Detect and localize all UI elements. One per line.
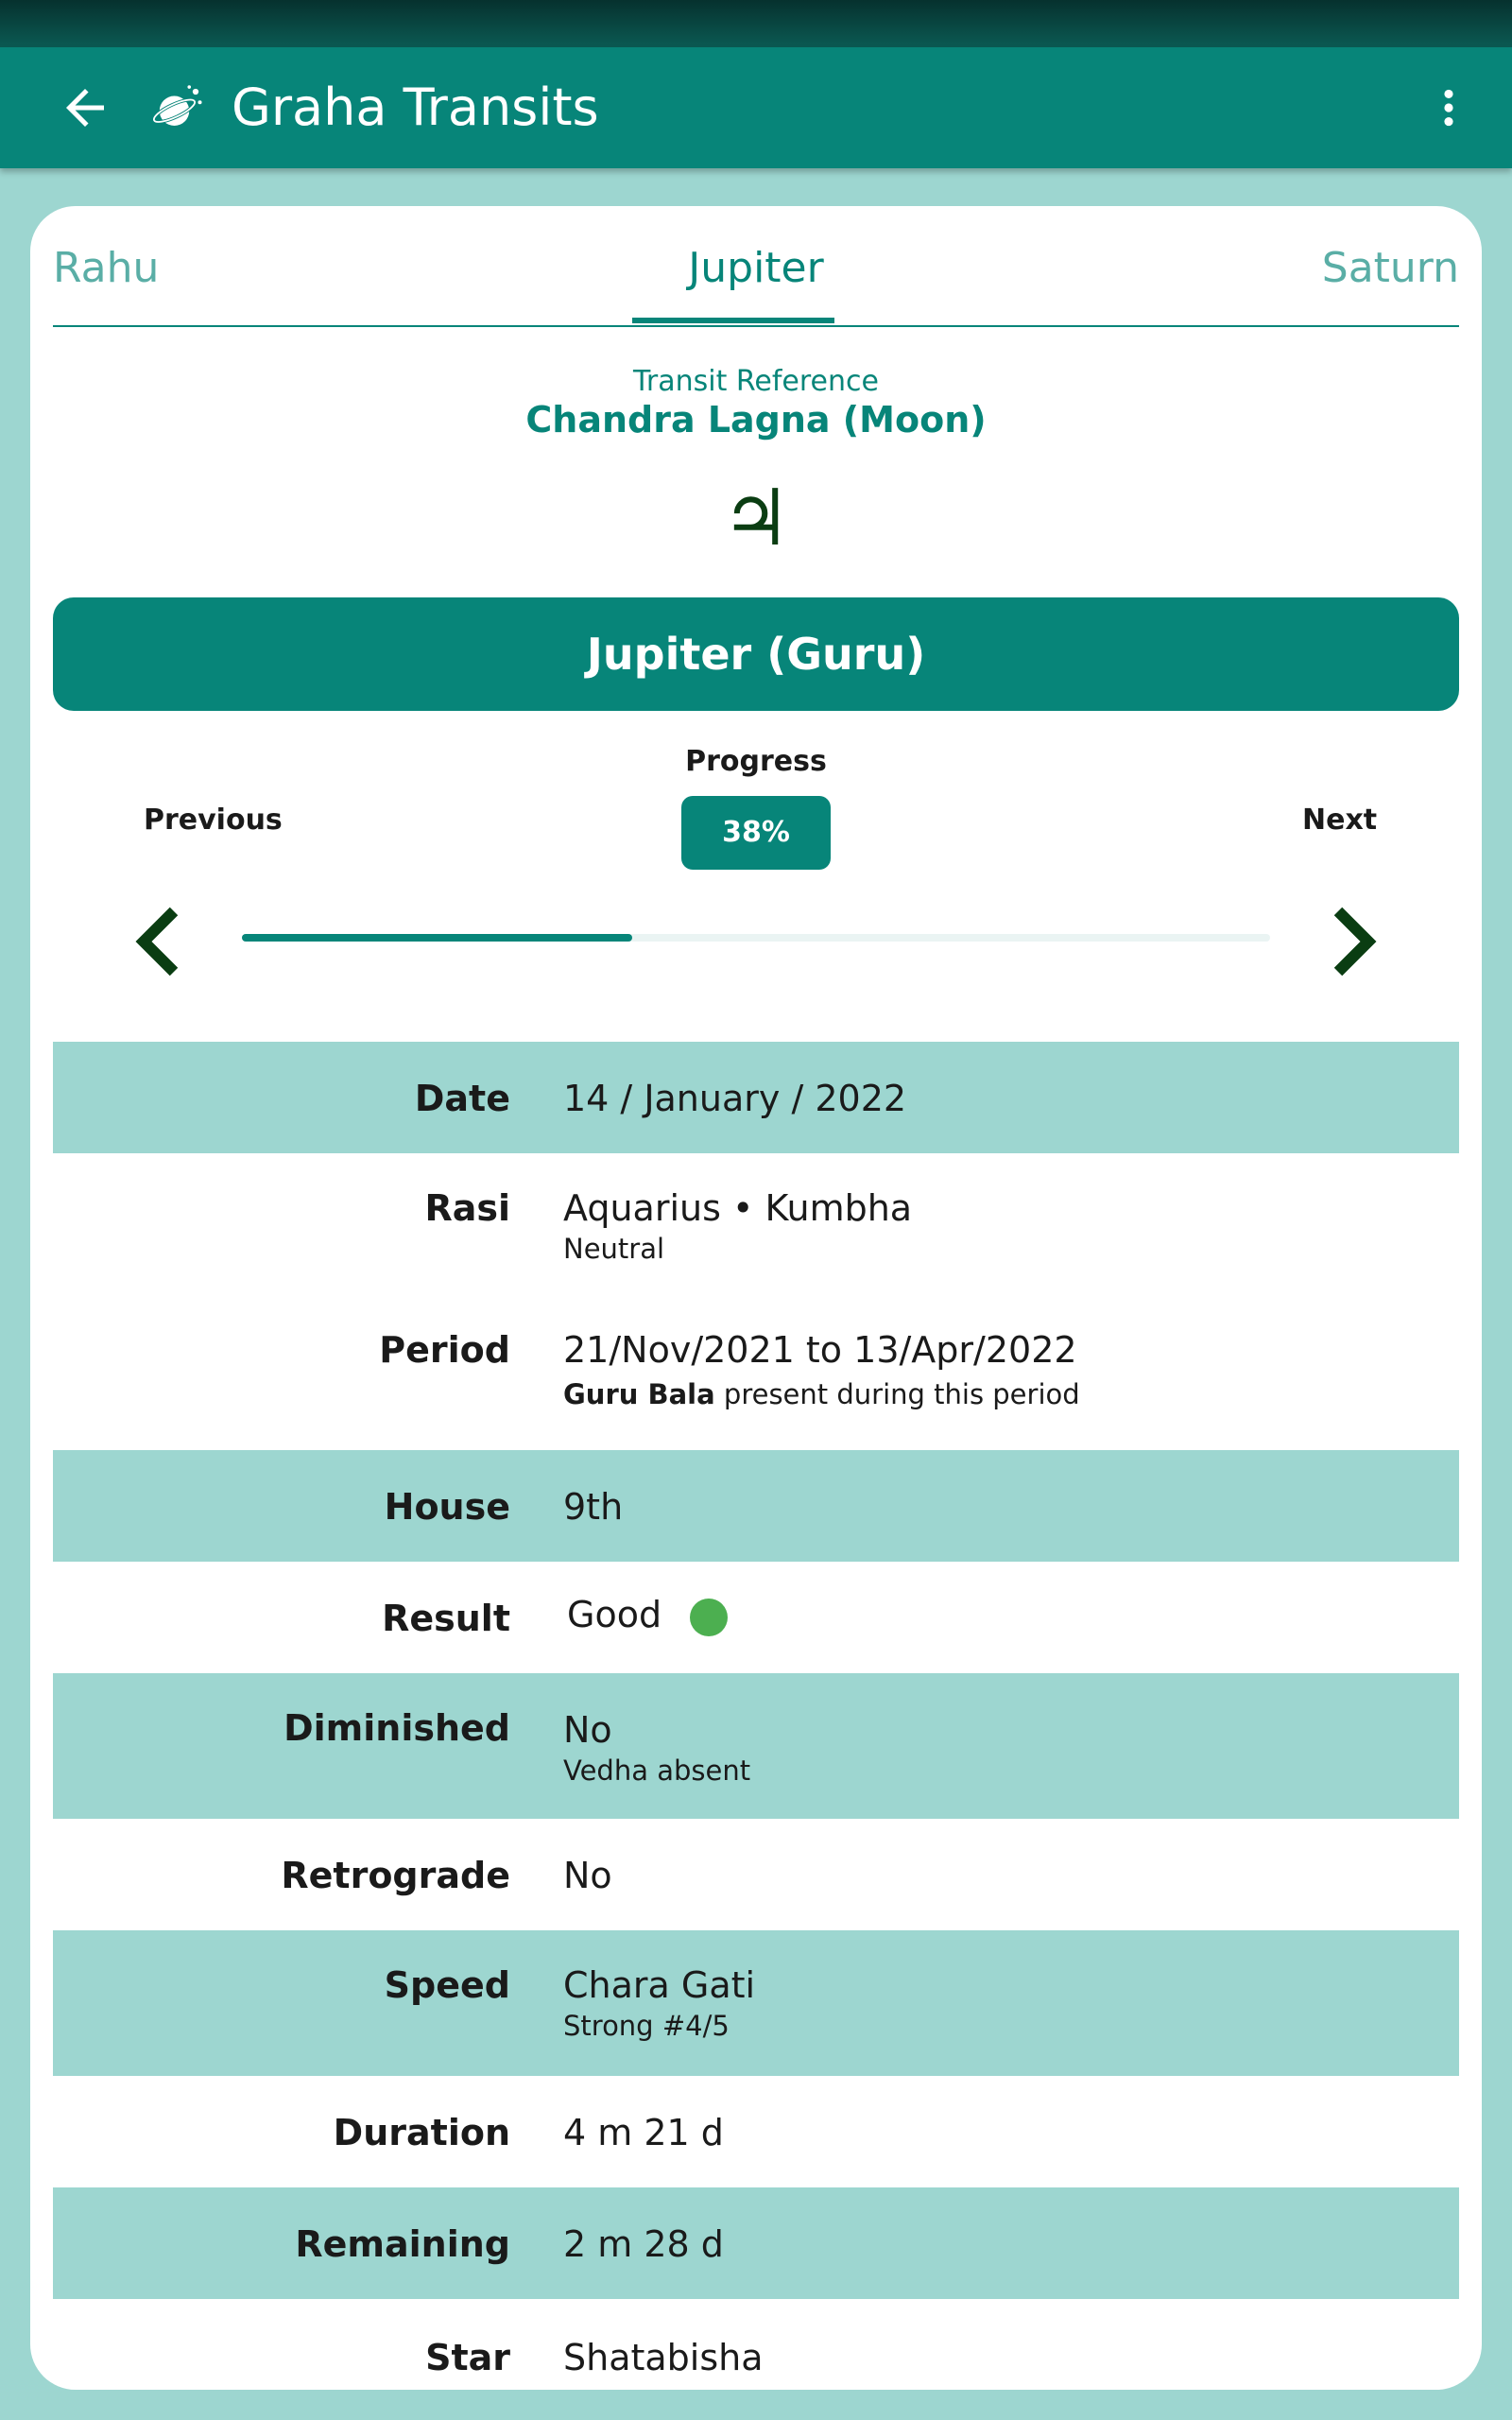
date-label: Date bbox=[414, 1078, 510, 1119]
star-value: Shatabisha bbox=[563, 2337, 764, 2378]
detail-row-speed bbox=[53, 1930, 1459, 2076]
house-label: House bbox=[384, 1486, 510, 1528]
retrograde-value: No bbox=[563, 1855, 612, 1896]
period-label: Period bbox=[379, 1329, 510, 1371]
rasi-value: Aquarius • Kumbha bbox=[563, 1187, 913, 1229]
result-status-dot bbox=[690, 1599, 728, 1636]
result-value-wrap bbox=[567, 1594, 728, 1636]
tab-rahu[interactable]: Rahu bbox=[53, 244, 160, 292]
diminished-value: No bbox=[563, 1709, 612, 1751]
previous-label: Previous bbox=[144, 804, 283, 837]
detail-row-rasi bbox=[53, 1153, 1459, 1295]
period-value: 21/Nov/2021 to 13/Apr/2022 bbox=[563, 1329, 1077, 1371]
speed-sub: Strong #4/5 bbox=[563, 2010, 730, 2042]
diminished-label: Diminished bbox=[284, 1707, 510, 1749]
planet-name-banner: Jupiter (Guru) bbox=[53, 597, 1459, 711]
duration-value: 4 m 21 d bbox=[563, 2112, 724, 2153]
detail-row-date bbox=[53, 1042, 1459, 1153]
detail-row-remaining bbox=[53, 2187, 1459, 2299]
speed-label: Speed bbox=[384, 1964, 510, 2006]
planet-icon bbox=[153, 83, 204, 134]
planet-tabs bbox=[53, 206, 1459, 327]
progress-track bbox=[242, 934, 1270, 942]
next-label: Next bbox=[1302, 804, 1378, 837]
transit-reference-value[interactable]: Chandra Lagna (Moon) bbox=[525, 399, 987, 441]
remaining-label: Remaining bbox=[295, 2223, 510, 2265]
detail-row-duration bbox=[53, 2076, 1459, 2187]
speed-value: Chara Gati bbox=[563, 1964, 756, 2006]
guru-bala-text: Guru Bala bbox=[563, 1378, 715, 1410]
more-vert-icon[interactable] bbox=[1425, 79, 1472, 136]
chevron-right-icon[interactable] bbox=[1327, 904, 1383, 979]
transit-card bbox=[30, 206, 1482, 2390]
duration-label: Duration bbox=[333, 2112, 510, 2153]
app-bar bbox=[0, 47, 1512, 168]
house-value: 9th bbox=[563, 1486, 624, 1528]
rasi-label: Rasi bbox=[424, 1187, 510, 1229]
app-title: Graha Transits bbox=[232, 78, 599, 137]
tab-jupiter[interactable]: Jupiter bbox=[688, 244, 824, 292]
status-bar bbox=[0, 0, 1512, 47]
detail-row-diminished bbox=[53, 1673, 1459, 1819]
detail-row-house bbox=[53, 1450, 1459, 1562]
transit-reference-label: Transit Reference bbox=[633, 365, 879, 398]
tab-indicator bbox=[632, 318, 834, 323]
detail-row-star bbox=[53, 2299, 1459, 2390]
chevron-left-icon[interactable] bbox=[129, 904, 185, 979]
date-value: 14 / January / 2022 bbox=[563, 1078, 907, 1119]
progress-fill bbox=[242, 934, 632, 942]
progress-percent-badge: 38% bbox=[681, 796, 831, 870]
arrow-left-icon[interactable] bbox=[57, 79, 113, 136]
remaining-value: 2 m 28 d bbox=[563, 2223, 724, 2265]
diminished-sub: Vedha absent bbox=[563, 1754, 751, 1787]
detail-row-result bbox=[53, 1562, 1459, 1673]
star-label: Star bbox=[425, 2337, 510, 2378]
rasi-sub: Neutral bbox=[563, 1233, 665, 1265]
jupiter-symbol-icon: ♃ bbox=[721, 473, 791, 563]
tab-saturn[interactable]: Saturn bbox=[1321, 244, 1459, 292]
detail-row-period bbox=[53, 1295, 1459, 1450]
detail-row-retrograde bbox=[53, 1819, 1459, 1930]
result-value: Good bbox=[567, 1594, 662, 1635]
period-sub bbox=[563, 1378, 1080, 1410]
result-label: Result bbox=[382, 1598, 510, 1639]
period-sub-rest: present during this period bbox=[714, 1378, 1080, 1410]
progress-label: Progress bbox=[685, 745, 827, 778]
retrograde-label: Retrograde bbox=[281, 1855, 510, 1896]
